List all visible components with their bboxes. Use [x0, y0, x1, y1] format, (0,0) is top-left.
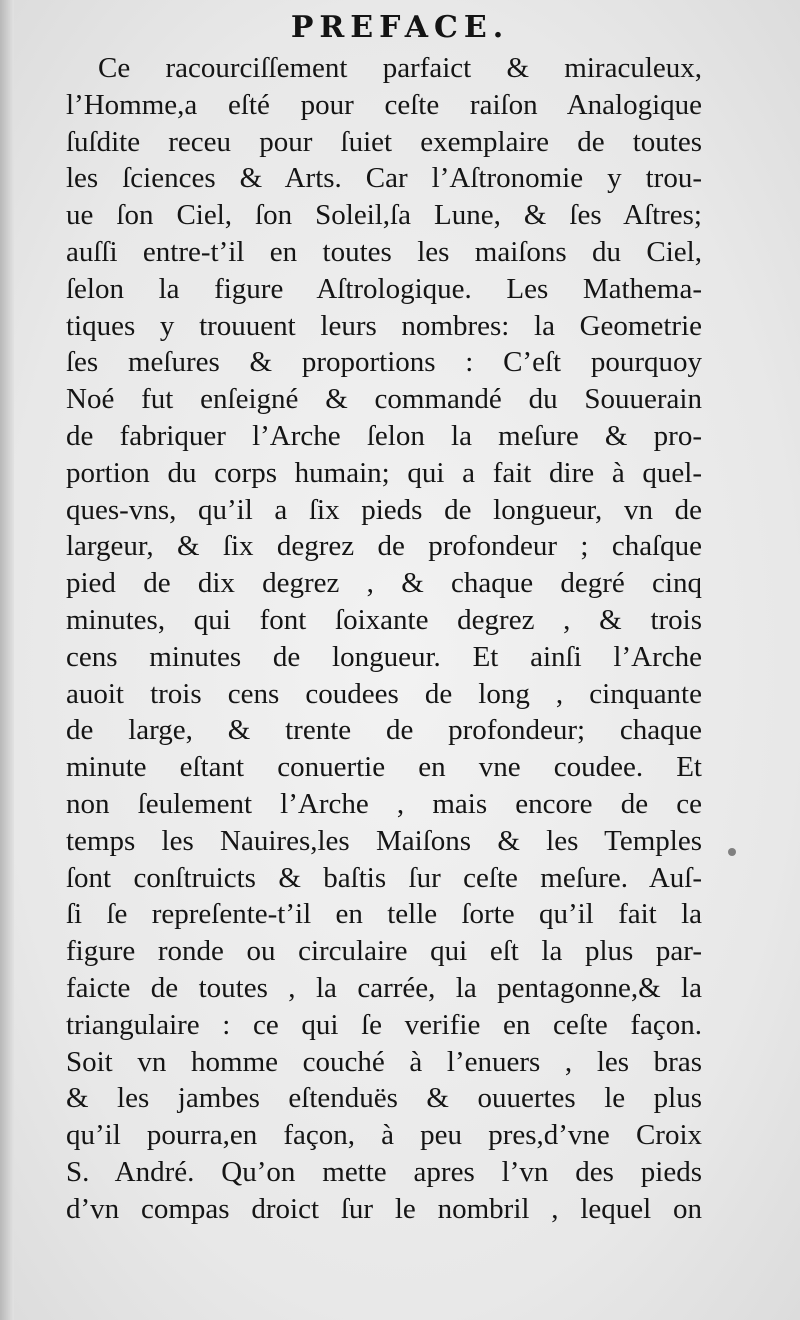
text-line: triangulaire : ce qui ſe verifie en ceſte façon. — [66, 1008, 702, 1041]
text-line: faicte de toutes , la carrée, la pentagonne,& la — [66, 971, 702, 1004]
text-line: portion du corps humain; qui a fait dire à quel- — [66, 456, 702, 489]
text-line: Soit vn homme couché à l’enuers , les bras — [66, 1045, 702, 1078]
text-line: minute eſtant conuertie en vne coudee. Et — [66, 751, 702, 784]
text-line: qu’il pourra,en façon, à peu pres,d’vne Croix — [66, 1119, 702, 1152]
text-line: non ſeulement l’Arche , mais encore de ce — [66, 787, 702, 820]
text-line: Noé fut enſeigné & commandé du Souuerain — [66, 383, 702, 416]
text-line: de large, & trente de profondeur; chaque — [66, 714, 702, 747]
text-line: ques-vns, qu’il a ſix pieds de longueur, vn de — [66, 493, 702, 526]
text-line: & les jambes eſtenduës & ouuertes le plus — [66, 1082, 702, 1115]
text-line: d’vn compas droict ſur le nombril , lequel on — [66, 1192, 702, 1225]
text-line: pied de dix degrez , & chaque degré cinq — [66, 567, 702, 600]
page-gutter-shadow — [0, 0, 14, 1320]
text-line: l’Homme,a eſté pour ceſte raiſon Analogique — [66, 88, 702, 121]
text-line: minutes, qui font ſoixante degrez , & trois — [66, 603, 702, 636]
text-line: figure ronde ou circulaire qui eſt la plus par- — [66, 935, 702, 968]
text-line: de fabriquer l’Arche ſelon la meſure & pro- — [66, 419, 702, 452]
text-line: ſi ſe repreſente-t’il en telle ſorte qu’il fait la — [66, 898, 702, 931]
text-line: tiques y trouuent leurs nombres: la Geometrie — [66, 309, 702, 342]
text-line: auſſi entre-t’il en toutes les maiſons du Ciel, — [66, 235, 702, 268]
text-line: S. André. Qu’on mette apres l’vn des pieds — [66, 1155, 702, 1188]
text-line: auoit trois cens coudees de long , cinquante — [66, 677, 702, 710]
ink-speck — [728, 848, 736, 856]
body-text — [66, 50, 702, 1228]
text-line: Ce racourciſſement parfaict & miraculeux, — [98, 52, 702, 84]
text-line: ſont conſtruicts & baſtis ſur ceſte meſure. Auſ- — [66, 861, 702, 894]
text-line: ſes meſures & proportions : C’eſt pourquoy — [66, 346, 702, 379]
text-line: ue ſon Ciel, ſon Soleil,ſa Lune, & ſes Aſtres; — [66, 199, 702, 232]
text-line: largeur, & ſix degrez de profondeur ; chaſque — [66, 530, 702, 563]
text-line: les ſciences & Arts. Car l’Aſtronomie y trou- — [66, 162, 702, 195]
running-head: PREFACE. — [290, 10, 510, 45]
text-line: ſelon la figure Aſtrologique. Les Mathema- — [66, 272, 702, 305]
text-line: temps les Nauires,les Maiſons & les Temples — [66, 824, 702, 857]
text-line: cens minutes de longueur. Et ainſi l’Arche — [66, 640, 702, 673]
text-line: ſuſdite receu pour ſuiet exemplaire de toutes — [66, 125, 702, 158]
